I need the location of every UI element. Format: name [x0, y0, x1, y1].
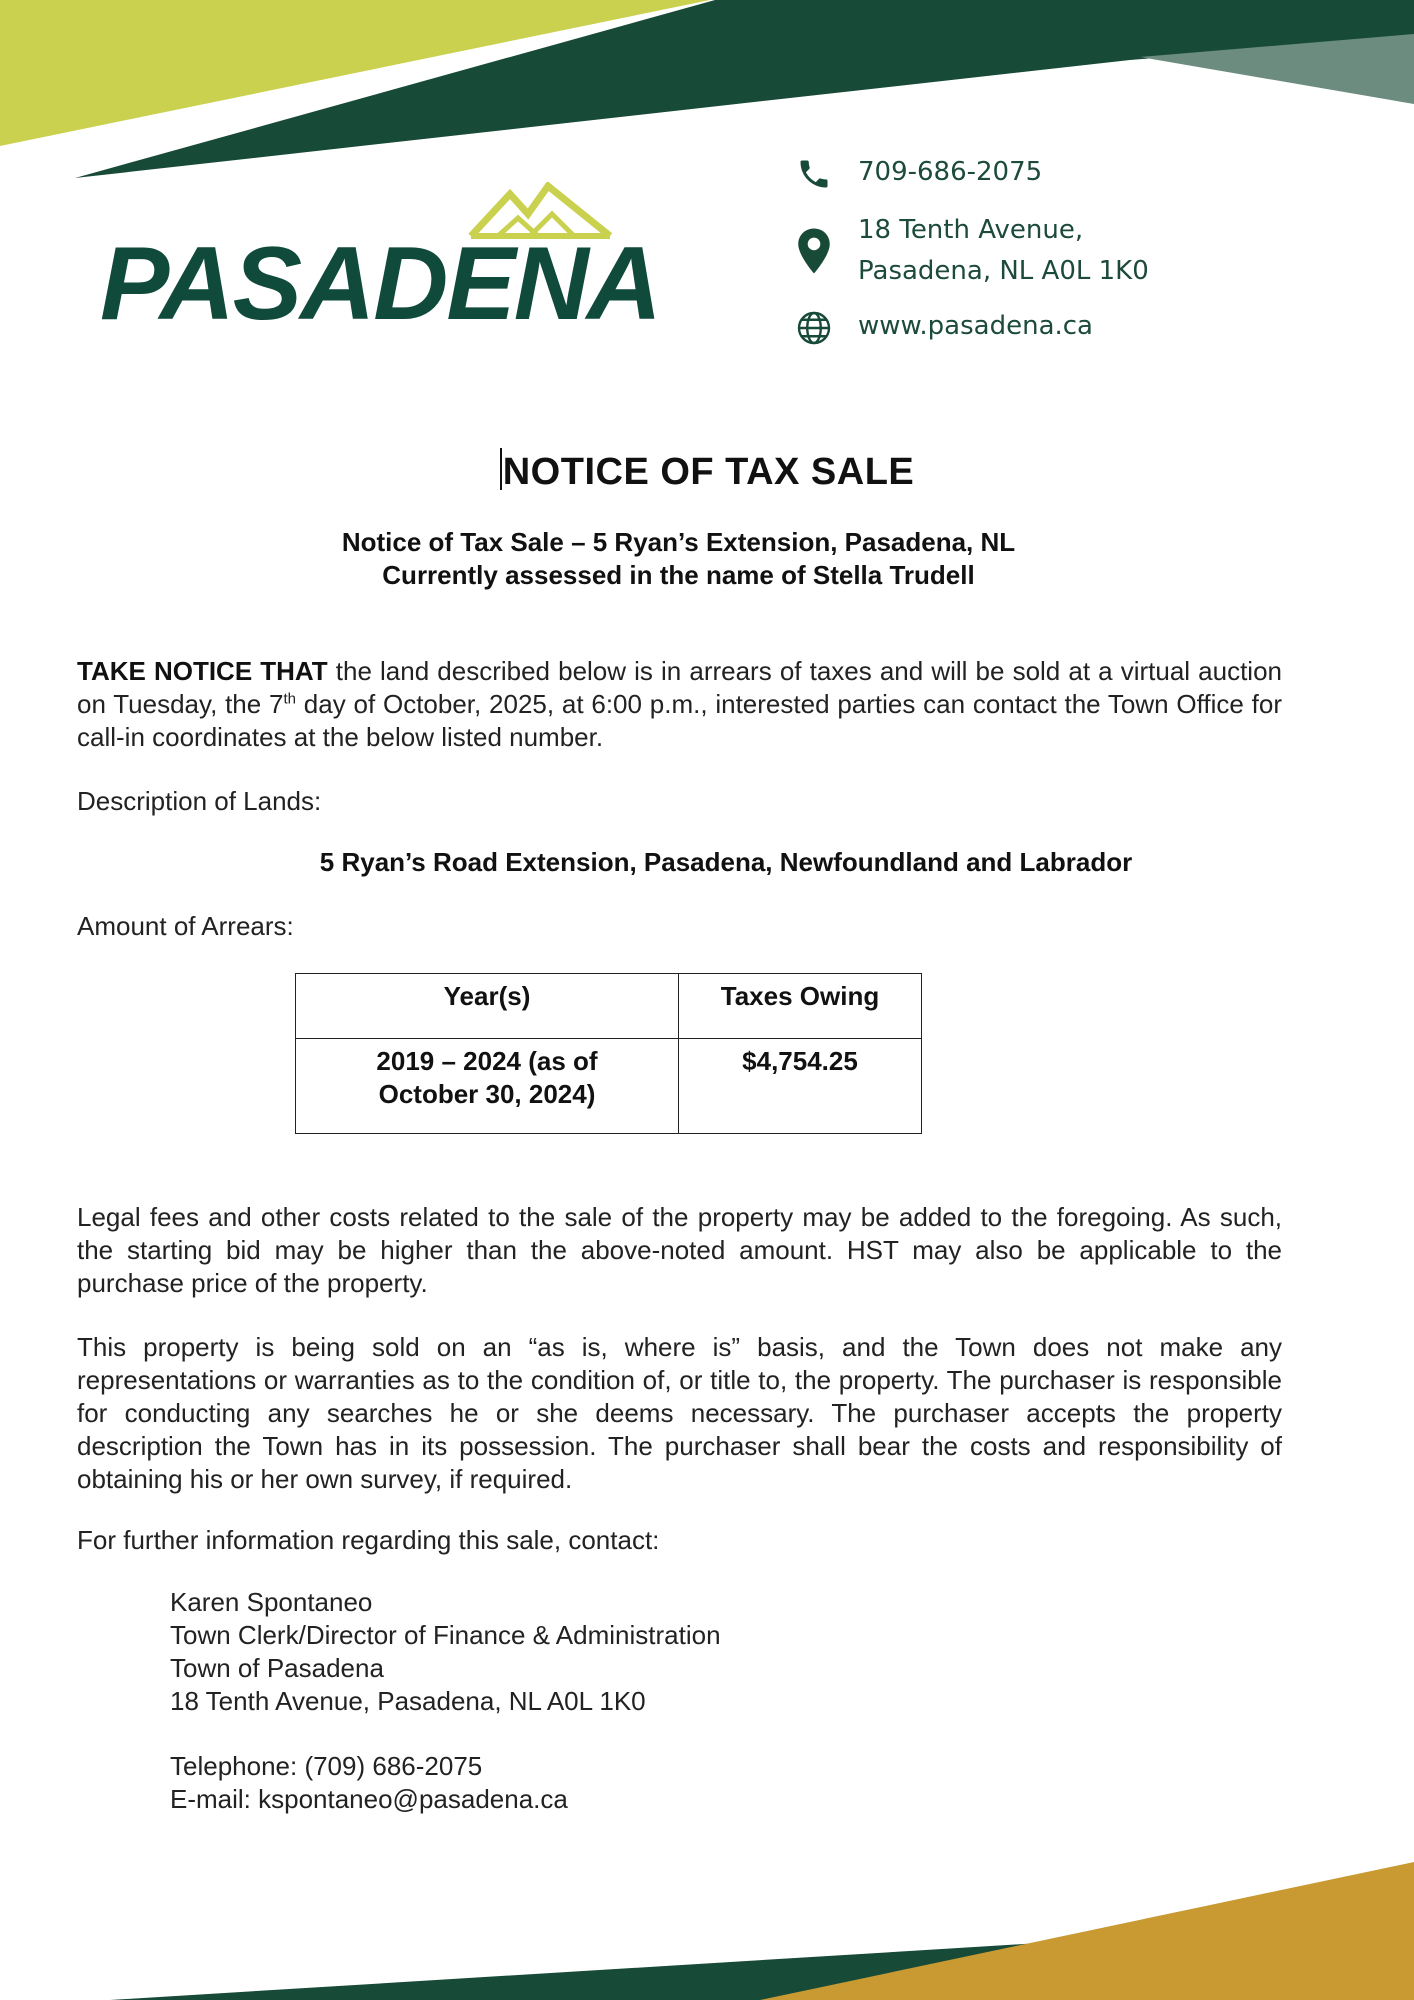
take-notice-text-a: the land described below is in arrears of taxes and will be sold at a virtual auction on Tuesday, the 7 — [77, 656, 1283, 719]
column-header-taxes-owing: Taxes Owing — [679, 974, 922, 1039]
header-contact — [796, 152, 1149, 364]
globe-icon — [796, 306, 840, 350]
page-title-text: NOTICE OF TAX SALE — [502, 451, 915, 493]
contact-name: Karen Spontaneo — [170, 1587, 373, 1617]
land-address: 5 Ryan’s Road Extension, Pasadena, Newfoundland and Labrador — [319, 847, 1133, 877]
location-pin-icon — [796, 210, 840, 292]
phone-icon — [796, 152, 840, 196]
header-decoration — [0, 0, 1414, 190]
cell-years: 2019 – 2024 (as of October 30, 2024) — [296, 1039, 679, 1134]
take-notice-paragraph — [77, 655, 1282, 754]
subtitle-line-1: Notice of Tax Sale – 5 Ryan’s Extension, Pasadena, NL — [341, 527, 1016, 557]
contact-address: 18 Tenth Avenue, Pasadena, NL A0L 1K0 — [170, 1686, 646, 1716]
column-header-years: Year(s) — [296, 974, 679, 1039]
further-info-label: For further information regarding this sale, contact: — [77, 1525, 660, 1555]
contact-block — [170, 1586, 721, 1718]
header-phone[interactable]: 709-686-2075 — [858, 157, 1043, 187]
take-notice-text-b: day of October, 2025, at 6:00 p.m., interested parties can contact the Town Office for call-in coordinates at the below listed number. — [77, 689, 1282, 752]
table-row — [296, 1039, 922, 1134]
town-logo — [100, 182, 660, 342]
arrears-table — [295, 973, 922, 1134]
contact-telephone[interactable]: Telephone: (709) 686-2075 — [170, 1751, 483, 1781]
as-is-paragraph: This property is being sold on an “as is, where is” basis, and the Town does not make any representations or warranties as to the condition of, or title to, the property. The purchaser is responsible for conducting any searches he or she deems necessary. The purchaser accepts the property description the Town has in its possession. The purchaser shall bear the costs and responsibility of obtaining his or her own survey, if required. — [77, 1332, 1282, 1494]
legal-fees-paragraph: Legal fees and other costs related to the sale of the property may be added to the foregoing. As such, the starting bid may be higher than the above-noted amount. HST may also be applicable to the purchase price of the property. — [77, 1202, 1282, 1298]
notice-subtitle — [0, 526, 1357, 592]
page-title — [0, 448, 1414, 494]
take-notice-lead: TAKE NOTICE THAT — [77, 656, 328, 686]
contact-title: Town Clerk/Director of Finance & Administration — [170, 1620, 721, 1650]
ordinal-suffix: th — [283, 690, 296, 708]
table-header-row — [296, 974, 922, 1039]
subtitle-line-2: Currently assessed in the name of Stella Trudell — [382, 560, 975, 590]
header-address: 18 Tenth Avenue, Pasadena, NL A0L 1K0 — [858, 215, 1149, 286]
contact-email[interactable]: E-mail: kspontaneo@pasadena.ca — [170, 1784, 568, 1814]
contact-details — [170, 1750, 568, 1816]
cell-taxes-owing: $4,754.25 — [679, 1039, 922, 1134]
header-website-row — [796, 306, 1149, 350]
text-cursor — [500, 448, 502, 490]
contact-org: Town of Pasadena — [170, 1653, 384, 1683]
header-website[interactable]: www.pasadena.ca — [858, 311, 1093, 341]
logo-wordmark: PASADENA — [100, 226, 660, 342]
header-address-row — [796, 210, 1149, 292]
arrears-label: Amount of Arrears: — [77, 911, 294, 941]
header-phone-row — [796, 152, 1149, 196]
description-label: Description of Lands: — [77, 786, 322, 816]
